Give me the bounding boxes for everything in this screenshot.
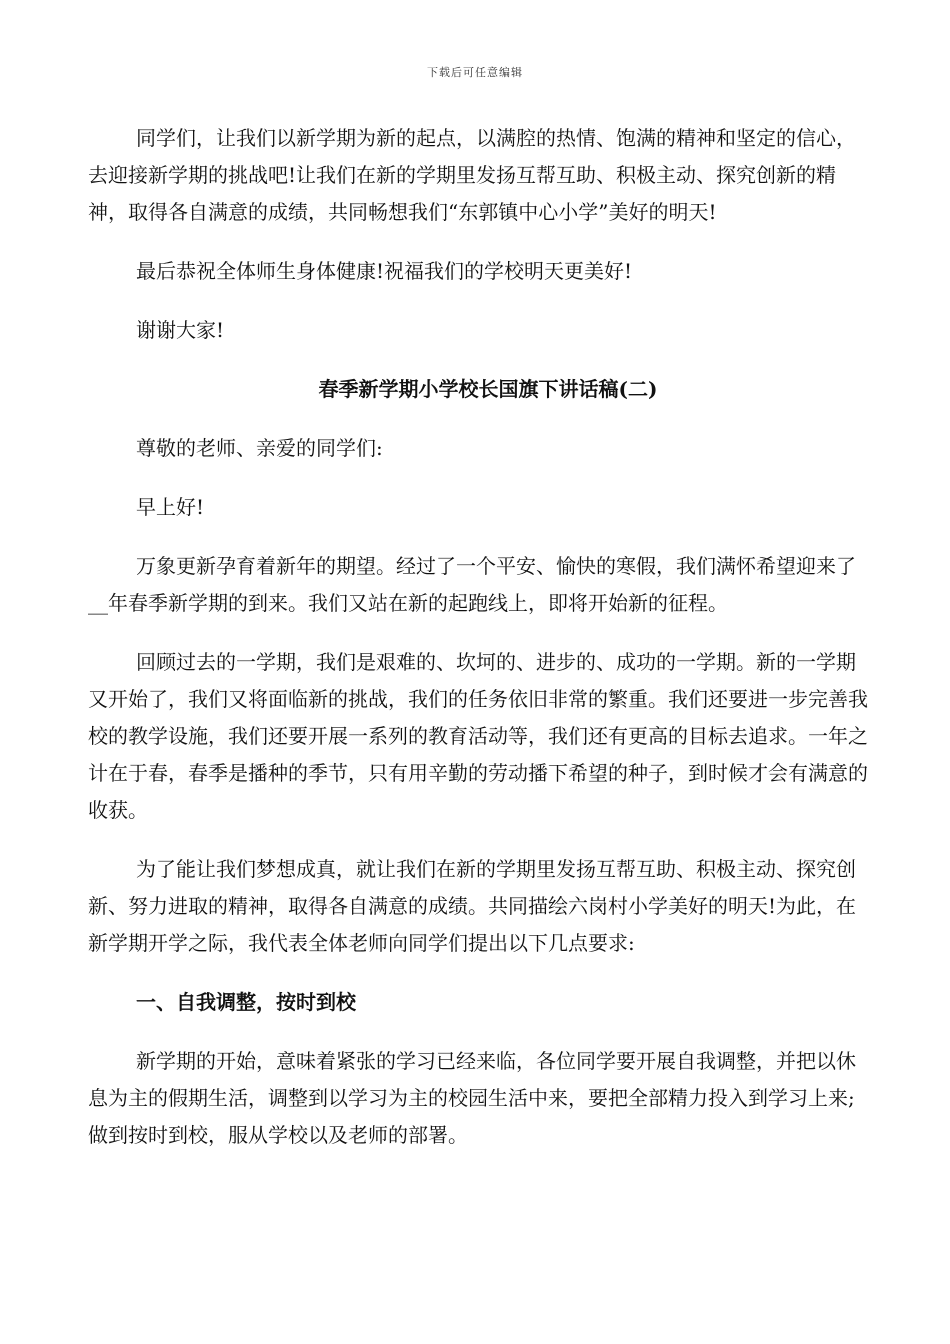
paragraph-review: 回顾过去的一学期，我们是艰难的、坎坷的、进步的、成功的一学期。新的一学期又开始了，我们又将面临新的挑战，我们的任务依旧非常的繁重。我们还要进一步完善我校的教学设施，我们还要开展一系列的教育活动等，我们还有更高的目标去追求。一年之计在于春，春季是播种的季节，只有用辛勤的劳动播下希望的种子，到时候才会有满意的收获。 [88, 650, 868, 822]
document-body [88, 120, 868, 1154]
paragraph-self-adjust: 新学期的开始，意味着紧张的学习已经来临，各位同学要开展自我调整，并把以休息为主的假期生活，调整到以学习为主的校园生活中来，要把全部精力投入到学习上来;做到按时到校，服从学校以及老师的部署。 [88, 1049, 856, 1147]
paragraph-closing-call: 同学们，让我们以新学期为新的起点，以满腔的热情、饱满的精神和坚定的信心，去迎接新学期的挑战吧!让我们在新的学期里发扬互帮互助、积极主动、探究创新的精神，取得各自满意的成绩，共同畅想我们“东郭镇中心小学”美好的明天! [88, 126, 856, 224]
paragraph-blessing: 最后恭祝全体师生身体健康!祝福我们的学校明天更美好! [136, 259, 633, 283]
paragraph-thanks: 谢谢大家! [136, 318, 225, 342]
speech-title: 春季新学期小学校长国旗下讲话稿(二) [318, 377, 658, 401]
section-heading-1: 一、自我调整，按时到校 [136, 990, 356, 1014]
paragraph-requirements-intro: 为了能让我们梦想成真，就让我们在新的学期里发扬互帮互助、积极主动、探究创新、努力进取的精神，取得各自满意的成绩。共同描绘六岗村小学美好的明天!为此，在新学期开学之际，我代表全体老师向同学们提出以下几点要求: [88, 857, 857, 955]
paragraph-new-year: 万象更新孕育着新年的期望。经过了一个平安、愉快的寒假，我们满怀希望迎来了__年春季新学期的到来。我们又站在新的起跑线上，即将开始新的征程。 [88, 554, 856, 615]
paragraph-greeting: 早上好! [136, 495, 205, 519]
page-header: 下载后可任意编辑 [427, 66, 523, 79]
paragraph-salutation: 尊敬的老师、亲爱的同学们: [136, 436, 383, 460]
